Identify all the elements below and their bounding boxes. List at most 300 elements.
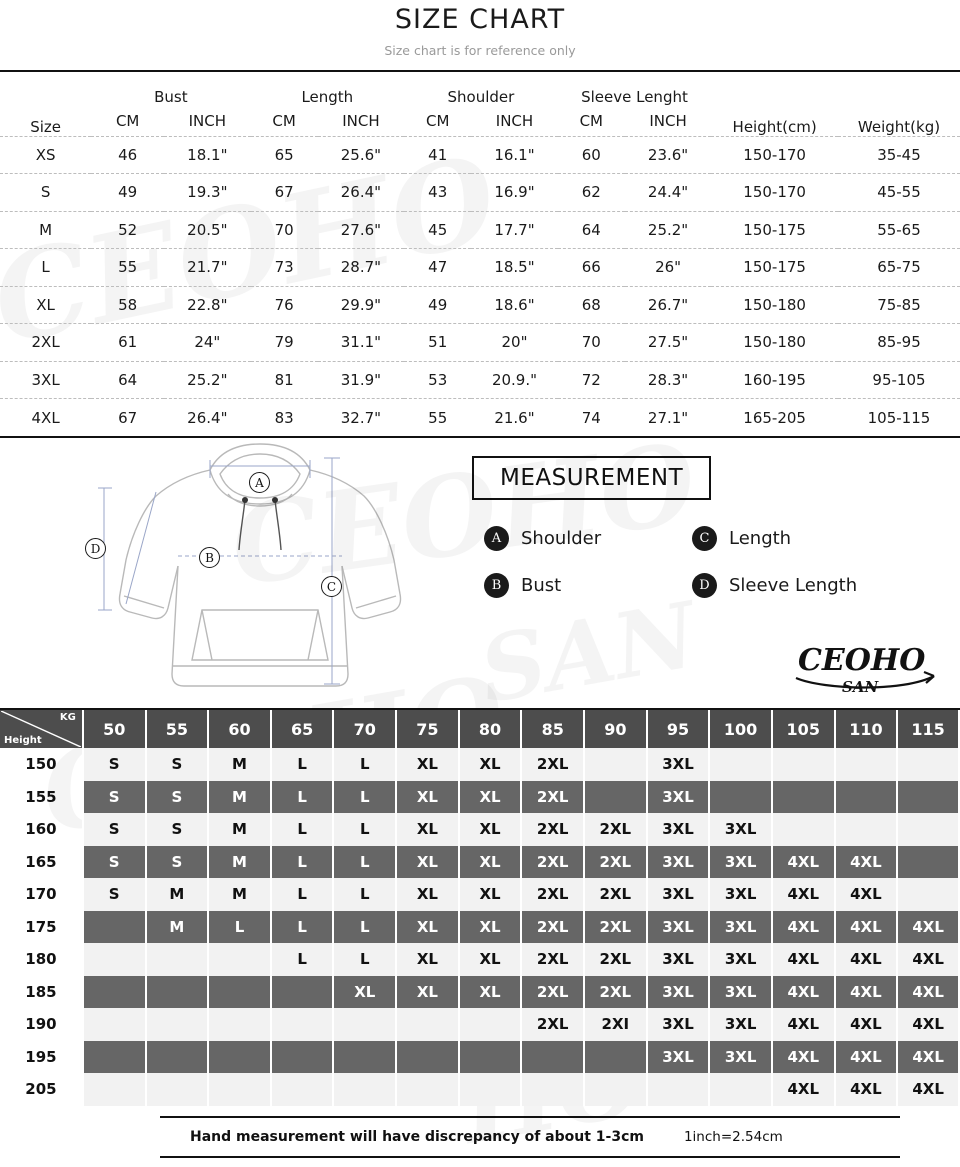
- cell-height: 150-170: [743, 145, 806, 164]
- grid-weight-header: 80: [459, 710, 522, 748]
- legend-badge-a: A: [484, 526, 509, 551]
- grid-cell: 4XL: [835, 911, 898, 944]
- grid-weight-header: 65: [271, 710, 334, 748]
- grid-cell: [83, 976, 146, 1009]
- grid-cell: 2XI: [584, 1008, 647, 1041]
- cell-height: 150-180: [743, 295, 806, 314]
- legend-item-bust: [484, 573, 692, 598]
- cell-bust-cm: 64: [118, 370, 138, 389]
- cell-shoulder-inch: 18.6": [494, 295, 535, 314]
- cell-bust-inch: 26.4": [187, 408, 228, 427]
- grid-cell: [333, 1073, 396, 1106]
- grid-cell: 3XL: [709, 1008, 772, 1041]
- grid-cell: 3XL: [647, 911, 710, 944]
- grid-cell: 4XL: [835, 1041, 898, 1074]
- grid-cell: 4XL: [772, 1073, 835, 1106]
- grid-cell: S: [146, 748, 209, 781]
- grid-cell: XL: [459, 748, 522, 781]
- cell-shoulder-inch: 18.5": [494, 258, 535, 277]
- cell-shoulder-cm: 43: [428, 183, 448, 202]
- cell-sleeve-cm: 62: [581, 183, 601, 202]
- grid-cell: [333, 1041, 396, 1074]
- cell-shoulder-cm: 45: [428, 220, 448, 239]
- grid-cell: L: [271, 813, 334, 846]
- grid-cell: [396, 1008, 459, 1041]
- grid-cell: L: [208, 911, 271, 944]
- cell-size: 4XL: [31, 408, 60, 427]
- grid-cell: 2XL: [584, 943, 647, 976]
- legend-item-shoulder: [484, 526, 692, 551]
- grid-weight-header: 60: [208, 710, 271, 748]
- cell-length-inch: 31.9": [340, 370, 382, 389]
- grid-row: [0, 748, 959, 781]
- grid-cell: [897, 748, 959, 781]
- grid-cell: XL: [459, 813, 522, 846]
- table-row: [0, 136, 960, 174]
- page-title: SIZE CHART: [394, 4, 566, 35]
- cell-weight: 35-45: [877, 145, 921, 164]
- grid-cell: XL: [396, 911, 459, 944]
- footer-note-conversion: 1inch=2.54cm: [683, 1128, 783, 1145]
- cell-weight: 85-95: [877, 333, 921, 352]
- cell-height: 150-180: [743, 333, 806, 352]
- grid-cell: 3XL: [647, 781, 710, 814]
- grid-cell: XL: [396, 748, 459, 781]
- grid-height-header: 205: [0, 1073, 83, 1106]
- grid-cell: 2XL: [521, 748, 584, 781]
- grid-cell: M: [208, 781, 271, 814]
- grid-cell: [396, 1041, 459, 1074]
- cell-size: S: [40, 183, 51, 202]
- grid-row: [0, 1008, 959, 1041]
- grid-cell: [271, 1008, 334, 1041]
- grid-cell: [897, 846, 959, 879]
- cell-height: 150-175: [743, 258, 806, 277]
- cell-bust-cm: 61: [118, 333, 138, 352]
- legend-row: [484, 526, 924, 551]
- grid-cell: 2XL: [584, 813, 647, 846]
- measurement-section: [0, 438, 960, 710]
- grid-cell: S: [83, 748, 146, 781]
- grid-cell: 4XL: [772, 878, 835, 911]
- cell-shoulder-inch: 20": [501, 333, 528, 352]
- cell-sleeve-inch: 24.4": [647, 183, 689, 202]
- grid-row: [0, 878, 959, 911]
- grid-row: [0, 781, 959, 814]
- cell-size: 2XL: [31, 333, 60, 352]
- grid-cell: [709, 781, 772, 814]
- grid-cell: [146, 1073, 209, 1106]
- table-row: [0, 324, 960, 362]
- recommendation-grid-wrapper: [0, 710, 960, 1106]
- grid-cell: L: [333, 781, 396, 814]
- grid-cell: [709, 1073, 772, 1106]
- cell-bust-cm: 46: [118, 145, 138, 164]
- grid-cell: XL: [396, 878, 459, 911]
- cell-sleeve-inch: 27.5": [647, 333, 689, 352]
- cell-size: M: [39, 220, 53, 239]
- grid-weight-header: 50: [83, 710, 146, 748]
- grid-height-header: 180: [0, 943, 83, 976]
- grid-cell: 4XL: [835, 846, 898, 879]
- grid-row: [0, 1041, 959, 1074]
- size-chart-table-wrapper: [0, 70, 960, 438]
- grid-cell: XL: [396, 846, 459, 879]
- diagram-badge-a: A: [249, 472, 270, 493]
- grid-cell: S: [146, 781, 209, 814]
- grid-cell: XL: [396, 943, 459, 976]
- cell-length-inch: 25.6": [340, 145, 382, 164]
- grid-weight-header: 95: [647, 710, 710, 748]
- cell-sleeve-inch: 23.6": [647, 145, 689, 164]
- grid-cell: 2XL: [521, 1008, 584, 1041]
- grid-cell: 2XL: [584, 911, 647, 944]
- footer-note-discrepancy: Hand measurement will have discrepancy of about 1-3cm: [190, 1128, 644, 1145]
- grid-cell: 3XL: [709, 878, 772, 911]
- cell-shoulder-inch: 17.7": [494, 220, 535, 239]
- legend-badge-d: D: [692, 573, 717, 598]
- grid-cell: L: [271, 943, 334, 976]
- grid-cell: [271, 1041, 334, 1074]
- col-header-bust: Bust: [154, 88, 188, 106]
- grid-cell: [208, 1073, 271, 1106]
- grid-cell: 2XL: [521, 943, 584, 976]
- cell-weight: 95-105: [872, 370, 926, 389]
- grid-cell: [521, 1073, 584, 1106]
- grid-cell: S: [83, 813, 146, 846]
- grid-weight-header: 110: [835, 710, 898, 748]
- table-row: [0, 249, 960, 287]
- cell-length-inch: 27.6": [340, 220, 382, 239]
- grid-cell: 3XL: [709, 976, 772, 1009]
- grid-cell: M: [146, 911, 209, 944]
- grid-cell: 4XL: [772, 943, 835, 976]
- cell-sleeve-cm: 66: [581, 258, 601, 277]
- table-row: [0, 174, 960, 212]
- grid-cell: XL: [459, 878, 522, 911]
- grid-cell: 4XL: [835, 1073, 898, 1106]
- grid-row: [0, 976, 959, 1009]
- grid-cell: 3XL: [647, 1041, 710, 1074]
- cell-bust-inch: 21.7": [187, 258, 228, 277]
- grid-cell: M: [146, 878, 209, 911]
- grid-cell: L: [333, 748, 396, 781]
- grid-cell: 2XL: [521, 781, 584, 814]
- page-header: [0, 0, 960, 58]
- grid-cell: 4XL: [772, 976, 835, 1009]
- grid-cell: 4XL: [897, 1041, 959, 1074]
- legend-label-length: Length: [729, 528, 792, 549]
- cell-bust-inch: 18.1": [187, 145, 228, 164]
- group-header-row: [0, 72, 960, 106]
- grid-cell: 3XL: [647, 943, 710, 976]
- cell-length-cm: 79: [274, 333, 294, 352]
- table-row: [0, 286, 960, 324]
- svg-text:SAN: SAN: [842, 678, 879, 696]
- grid-height-header: 170: [0, 878, 83, 911]
- unit-cm: CM: [272, 111, 296, 130]
- grid-cell: XL: [459, 976, 522, 1009]
- cell-bust-cm: 52: [118, 220, 138, 239]
- col-header-sleeve: Sleeve Lenght: [581, 88, 688, 106]
- grid-cell: L: [271, 878, 334, 911]
- cell-size: XS: [35, 145, 56, 164]
- col-header-shoulder: Shoulder: [447, 88, 515, 106]
- cell-sleeve-cm: 64: [581, 220, 601, 239]
- cell-shoulder-inch: 16.1": [494, 145, 535, 164]
- grid-height-header: 165: [0, 846, 83, 879]
- cell-bust-inch: 19.3": [187, 183, 228, 202]
- grid-cell: L: [271, 846, 334, 879]
- grid-cell: 2XL: [521, 846, 584, 879]
- cell-length-inch: 28.7": [340, 258, 382, 277]
- grid-cell: [208, 1008, 271, 1041]
- grid-height-header: 155: [0, 781, 83, 814]
- grid-cell: 3XL: [647, 1008, 710, 1041]
- diagram-badge-d: D: [85, 538, 106, 559]
- grid-cell: [83, 1008, 146, 1041]
- cell-weight: 55-65: [877, 220, 921, 239]
- cell-height: 150-170: [743, 183, 806, 202]
- grid-cell: [584, 1073, 647, 1106]
- cell-shoulder-cm: 53: [428, 370, 448, 389]
- cell-length-inch: 29.9": [340, 295, 382, 314]
- grid-cell: [772, 781, 835, 814]
- grid-cell: 3XL: [647, 976, 710, 1009]
- grid-weight-header: 70: [333, 710, 396, 748]
- grid-height-header: 175: [0, 911, 83, 944]
- grid-weight-header: 105: [772, 710, 835, 748]
- grid-row: [0, 911, 959, 944]
- grid-cell: 4XL: [897, 911, 959, 944]
- grid-cell: [146, 1041, 209, 1074]
- grid-cell: L: [333, 878, 396, 911]
- col-header-weight: Weight(kg): [857, 117, 941, 136]
- cell-sleeve-inch: 26": [655, 258, 682, 277]
- grid-cell: [647, 1073, 710, 1106]
- grid-cell: M: [208, 813, 271, 846]
- grid-cell: XL: [459, 846, 522, 879]
- grid-cell: [584, 781, 647, 814]
- grid-cell: 4XL: [835, 943, 898, 976]
- diagram-badge-b: B: [199, 547, 220, 568]
- cell-length-inch: 26.4": [340, 183, 382, 202]
- cell-sleeve-cm: 70: [581, 333, 601, 352]
- grid-cell: 3XL: [709, 846, 772, 879]
- cell-sleeve-inch: 28.3": [647, 370, 689, 389]
- grid-cell: 2XL: [521, 813, 584, 846]
- legend-row: [484, 573, 924, 598]
- grid-cell: [459, 1008, 522, 1041]
- grid-height-header: 160: [0, 813, 83, 846]
- cell-length-cm: 81: [274, 370, 294, 389]
- grid-cell: [521, 1041, 584, 1074]
- grid-cell: [271, 976, 334, 1009]
- grid-cell: 2XL: [584, 976, 647, 1009]
- cell-bust-inch: 25.2": [187, 370, 228, 389]
- grid-cell: [208, 976, 271, 1009]
- unit-inch: INCH: [342, 111, 380, 130]
- grid-cell: 4XL: [835, 1008, 898, 1041]
- grid-cell: 4XL: [772, 1041, 835, 1074]
- grid-weight-header: 85: [521, 710, 584, 748]
- grid-height-header: 185: [0, 976, 83, 1009]
- grid-cell: L: [271, 748, 334, 781]
- grid-cell: 4XL: [835, 976, 898, 1009]
- grid-cell: 4XL: [897, 976, 959, 1009]
- cell-shoulder-inch: 20.9.": [491, 370, 538, 389]
- grid-header-row: [0, 710, 959, 748]
- grid-cell: [208, 1041, 271, 1074]
- grid-cell: 3XL: [647, 748, 710, 781]
- cell-height: 160-195: [743, 370, 806, 389]
- unit-cm: CM: [425, 111, 450, 130]
- cell-height: 165-205: [743, 408, 806, 427]
- grid-cell: [835, 781, 898, 814]
- cell-length-cm: 65: [274, 145, 294, 164]
- unit-inch: INCH: [649, 111, 687, 130]
- grid-cell: 3XL: [647, 846, 710, 879]
- cell-sleeve-inch: 27.1": [647, 408, 689, 427]
- grid-cell: 3XL: [647, 878, 710, 911]
- svg-text:CEOHO: CEOHO: [798, 643, 926, 678]
- unit-inch: INCH: [188, 111, 227, 130]
- legend-item-length: [692, 526, 900, 551]
- cell-sleeve-cm: 72: [581, 370, 601, 389]
- diagram-badge-c: C: [321, 576, 342, 597]
- grid-cell: 3XL: [709, 911, 772, 944]
- size-chart-table: [0, 72, 960, 436]
- grid-row: [0, 943, 959, 976]
- grid-cell: M: [208, 878, 271, 911]
- grid-cell: 4XL: [897, 1008, 959, 1041]
- grid-cell: [83, 1041, 146, 1074]
- measurement-title: MEASUREMENT: [472, 456, 711, 500]
- grid-cell: [897, 781, 959, 814]
- grid-cell: 2XL: [521, 878, 584, 911]
- grid-cell: [709, 748, 772, 781]
- grid-height-header: 195: [0, 1041, 83, 1074]
- hoodie-diagram: [60, 438, 460, 710]
- grid-cell: 2XL: [584, 846, 647, 879]
- grid-cell: 3XL: [709, 1041, 772, 1074]
- cell-shoulder-cm: 55: [428, 408, 448, 427]
- cell-shoulder-cm: 47: [428, 258, 448, 277]
- footer-note: [160, 1116, 900, 1158]
- page-subtitle: Size chart is for reference only: [384, 43, 576, 58]
- grid-cell: XL: [396, 813, 459, 846]
- grid-cell: [584, 1041, 647, 1074]
- cell-shoulder-inch: 21.6": [494, 408, 535, 427]
- cell-bust-cm: 67: [118, 408, 138, 427]
- col-header-size: Size: [30, 117, 61, 136]
- grid-cell: [584, 748, 647, 781]
- cell-shoulder-cm: 49: [428, 295, 448, 314]
- grid-cell: XL: [459, 911, 522, 944]
- cell-size: L: [41, 258, 50, 277]
- grid-cell: L: [333, 943, 396, 976]
- grid-cell: [897, 878, 959, 911]
- grid-cell: [772, 748, 835, 781]
- cell-length-cm: 70: [274, 220, 294, 239]
- grid-cell: 3XL: [709, 813, 772, 846]
- grid-cell: 4XL: [772, 846, 835, 879]
- cell-size: 3XL: [31, 370, 60, 389]
- grid-cell: 4XL: [772, 911, 835, 944]
- grid-height-header: 150: [0, 748, 83, 781]
- grid-cell: [83, 943, 146, 976]
- grid-cell: 3XL: [647, 813, 710, 846]
- cell-weight: 45-55: [877, 183, 921, 202]
- grid-cell: [459, 1041, 522, 1074]
- grid-cell: [459, 1073, 522, 1106]
- cell-length-inch: 31.1": [340, 333, 382, 352]
- recommendation-grid: [0, 710, 960, 1106]
- cell-sleeve-cm: 74: [581, 408, 601, 427]
- cell-height: 150-175: [743, 220, 806, 239]
- grid-height-header: 190: [0, 1008, 83, 1041]
- brand-logo: [794, 636, 944, 700]
- cell-shoulder-cm: 51: [428, 333, 448, 352]
- grid-cell: L: [333, 813, 396, 846]
- grid-cell: 2XL: [584, 878, 647, 911]
- grid-cell: [146, 976, 209, 1009]
- table-row: [0, 399, 960, 437]
- grid-cell: XL: [396, 781, 459, 814]
- grid-cell: S: [146, 813, 209, 846]
- unit-inch: INCH: [495, 111, 534, 130]
- cell-bust-cm: 49: [118, 183, 138, 202]
- grid-cell: [835, 813, 898, 846]
- grid-row: [0, 846, 959, 879]
- grid-cell: L: [333, 846, 396, 879]
- grid-cell: 2XL: [521, 976, 584, 1009]
- grid-row: [0, 1073, 959, 1106]
- grid-cell: XL: [333, 976, 396, 1009]
- grid-cell: M: [208, 846, 271, 879]
- grid-cell: [897, 813, 959, 846]
- legend-label-shoulder: Shoulder: [521, 528, 602, 549]
- grid-cell: XL: [459, 781, 522, 814]
- grid-corner-cell: [0, 710, 83, 748]
- unit-cm: CM: [115, 111, 140, 130]
- cell-sleeve-cm: 68: [581, 295, 601, 314]
- grid-cell: 2XL: [521, 911, 584, 944]
- cell-weight: 75-85: [877, 295, 921, 314]
- grid-weight-header: 90: [584, 710, 647, 748]
- cell-bust-cm: 55: [118, 258, 138, 277]
- cell-bust-inch: 22.8": [187, 295, 228, 314]
- grid-cell: [146, 1008, 209, 1041]
- cell-shoulder-cm: 41: [428, 145, 448, 164]
- legend-label-sleeve: Sleeve Length: [729, 575, 858, 596]
- grid-cell: [208, 943, 271, 976]
- grid-weight-header: 55: [146, 710, 209, 748]
- grid-cell: L: [271, 911, 334, 944]
- grid-cell: [835, 748, 898, 781]
- cell-length-cm: 67: [274, 183, 294, 202]
- cell-weight: 65-75: [877, 258, 921, 277]
- cell-bust-inch: 20.5": [187, 220, 228, 239]
- grid-cell: 3XL: [709, 943, 772, 976]
- grid-cell: XL: [396, 976, 459, 1009]
- table-row: [0, 211, 960, 249]
- grid-cell: [83, 911, 146, 944]
- grid-corner-kg-label: KG: [59, 712, 76, 723]
- grid-cell: 4XL: [772, 1008, 835, 1041]
- grid-cell: S: [83, 781, 146, 814]
- cell-size: XL: [36, 295, 55, 314]
